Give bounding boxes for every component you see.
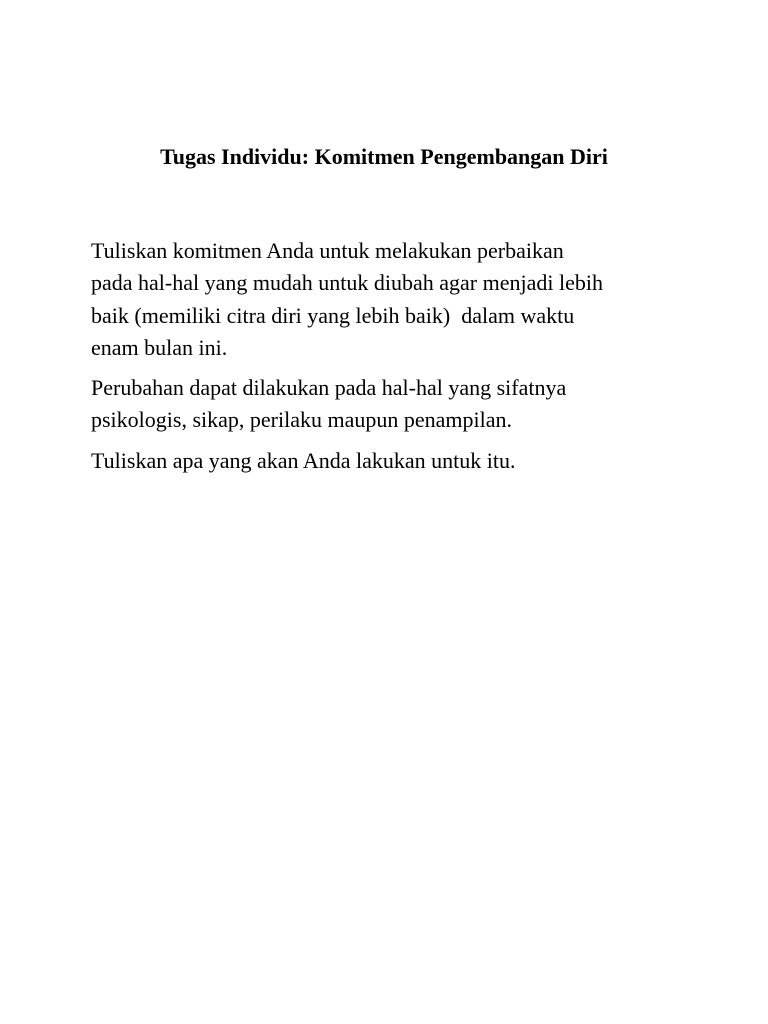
paragraph-instruction — [91, 445, 711, 477]
paragraph-line: Tuliskan apa yang akan Anda lakukan untuk itu. — [91, 447, 516, 473]
document-body — [91, 235, 711, 485]
paragraph-line: baik (memiliki citra diri yang lebih baik) dalam waktu — [91, 302, 575, 328]
paragraph-line: psikologis, sikap, perilaku maupun penampilan. — [91, 407, 512, 433]
paragraph-line: Perubahan dapat dilakukan pada hal-hal yang sifatnya — [91, 375, 567, 401]
paragraph-commitment — [91, 235, 711, 364]
paragraph-changes — [91, 372, 711, 437]
paragraph-line: pada hal-hal yang mudah untuk diubah agar menjadi lebih — [91, 270, 603, 296]
paragraph-line: enam bulan ini. — [91, 334, 228, 360]
paragraph-line: Tuliskan komitmen Anda untuk melakukan perbaikan — [91, 238, 564, 263]
document-title: Tugas Individu: Komitmen Pengembangan Diri — [160, 144, 608, 169]
